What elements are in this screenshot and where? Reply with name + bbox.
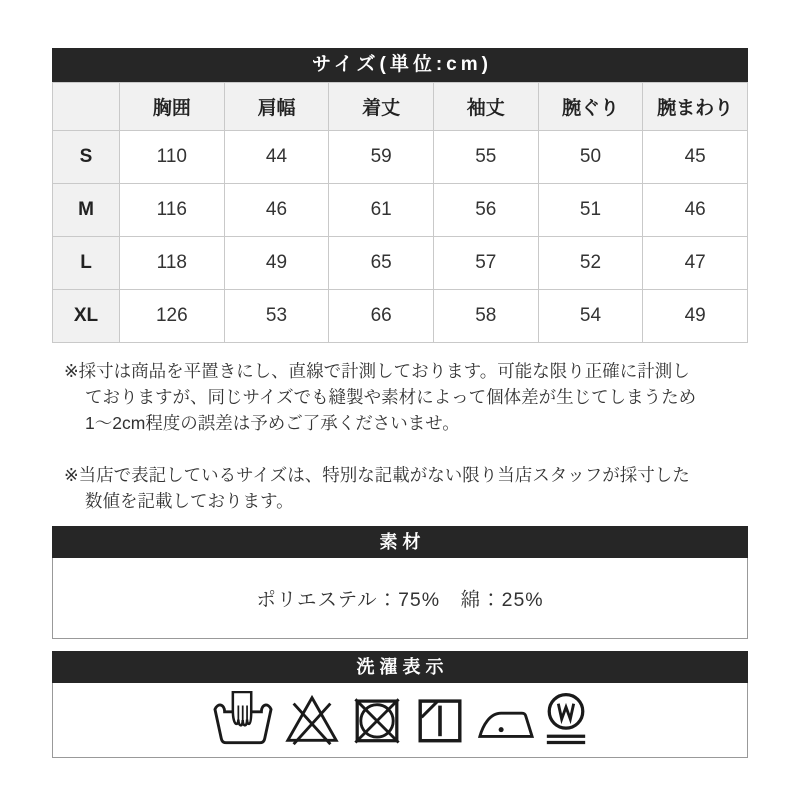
column-header-length: 着丈 <box>329 83 434 131</box>
do-not-bleach-icon <box>283 691 341 749</box>
do-not-tumble-dry-icon <box>350 691 404 749</box>
cell-value: 56 <box>433 184 538 237</box>
size-table-header-row <box>53 83 748 131</box>
cell-value: 65 <box>329 237 434 290</box>
corner-cell <box>53 83 120 131</box>
cell-value: 49 <box>643 290 748 343</box>
cell-value: 46 <box>224 184 329 237</box>
material-section-title: 素材 <box>379 532 426 552</box>
size-label: M <box>53 184 120 237</box>
laundry-icons-row <box>52 683 748 758</box>
cell-value: 110 <box>120 131 225 184</box>
column-header-arm-circumference: 腕まわり <box>643 83 748 131</box>
cell-value: 126 <box>120 290 225 343</box>
material-box <box>52 558 748 639</box>
size-table-title-bar <box>52 48 748 82</box>
column-header-chest: 胸囲 <box>120 83 225 131</box>
material-section <box>52 526 748 639</box>
cell-value: 66 <box>329 290 434 343</box>
iron-low-temperature-icon <box>476 691 534 749</box>
table-row-m <box>53 184 748 237</box>
laundry-section-bar <box>52 651 748 683</box>
note-line: ておりますが、同じサイズでも縫製や素材によって個体差が生じてしまうため <box>85 387 697 407</box>
note-line: ※当店で表記しているサイズは、特別な記載がない限り当店スタッフが採寸した <box>64 465 690 485</box>
cell-value: 58 <box>433 290 538 343</box>
table-row-l <box>53 237 748 290</box>
column-header-armhole: 腕ぐり <box>538 83 643 131</box>
cell-value: 46 <box>643 184 748 237</box>
size-table-title: サイズ(単位:cm) <box>312 54 492 75</box>
cell-value: 52 <box>538 237 643 290</box>
cell-value: 44 <box>224 131 329 184</box>
column-header-shoulder: 肩幅 <box>224 83 329 131</box>
measurement-note <box>64 358 748 436</box>
cell-value: 47 <box>643 237 748 290</box>
cell-value: 50 <box>538 131 643 184</box>
table-row-s <box>53 131 748 184</box>
note-line: 1〜2cm程度の誤差は予めご了承くださいませ。 <box>85 413 460 433</box>
cell-value: 45 <box>643 131 748 184</box>
size-table <box>52 82 748 343</box>
hand-wash-icon <box>212 691 274 749</box>
sizing-note <box>64 462 748 514</box>
table-row-xl <box>53 290 748 343</box>
laundry-section-title: 洗濯表示 <box>356 657 449 677</box>
cell-value: 61 <box>329 184 434 237</box>
cell-value: 49 <box>224 237 329 290</box>
cell-value: 53 <box>224 290 329 343</box>
size-label: XL <box>53 290 120 343</box>
cell-value: 57 <box>433 237 538 290</box>
note-line: 数値を記載しております。 <box>85 491 294 511</box>
material-section-bar <box>52 526 748 558</box>
size-label: S <box>53 131 120 184</box>
cell-value: 116 <box>120 184 225 237</box>
cell-value: 51 <box>538 184 643 237</box>
material-value: ポリエステル：75% 綿：25% <box>256 589 544 611</box>
note-line: ※採寸は商品を平置きにし、直線で計測しております。可能な限り正確に計測し <box>64 361 690 381</box>
column-header-sleeve: 袖丈 <box>433 83 538 131</box>
cell-value: 55 <box>433 131 538 184</box>
laundry-section <box>52 651 748 758</box>
wet-cleaning-gentle-icon <box>543 691 589 749</box>
cell-value: 118 <box>120 237 225 290</box>
cell-value: 54 <box>538 290 643 343</box>
cell-value: 59 <box>329 131 434 184</box>
line-dry-in-shade-icon <box>413 691 467 749</box>
size-label: L <box>53 237 120 290</box>
